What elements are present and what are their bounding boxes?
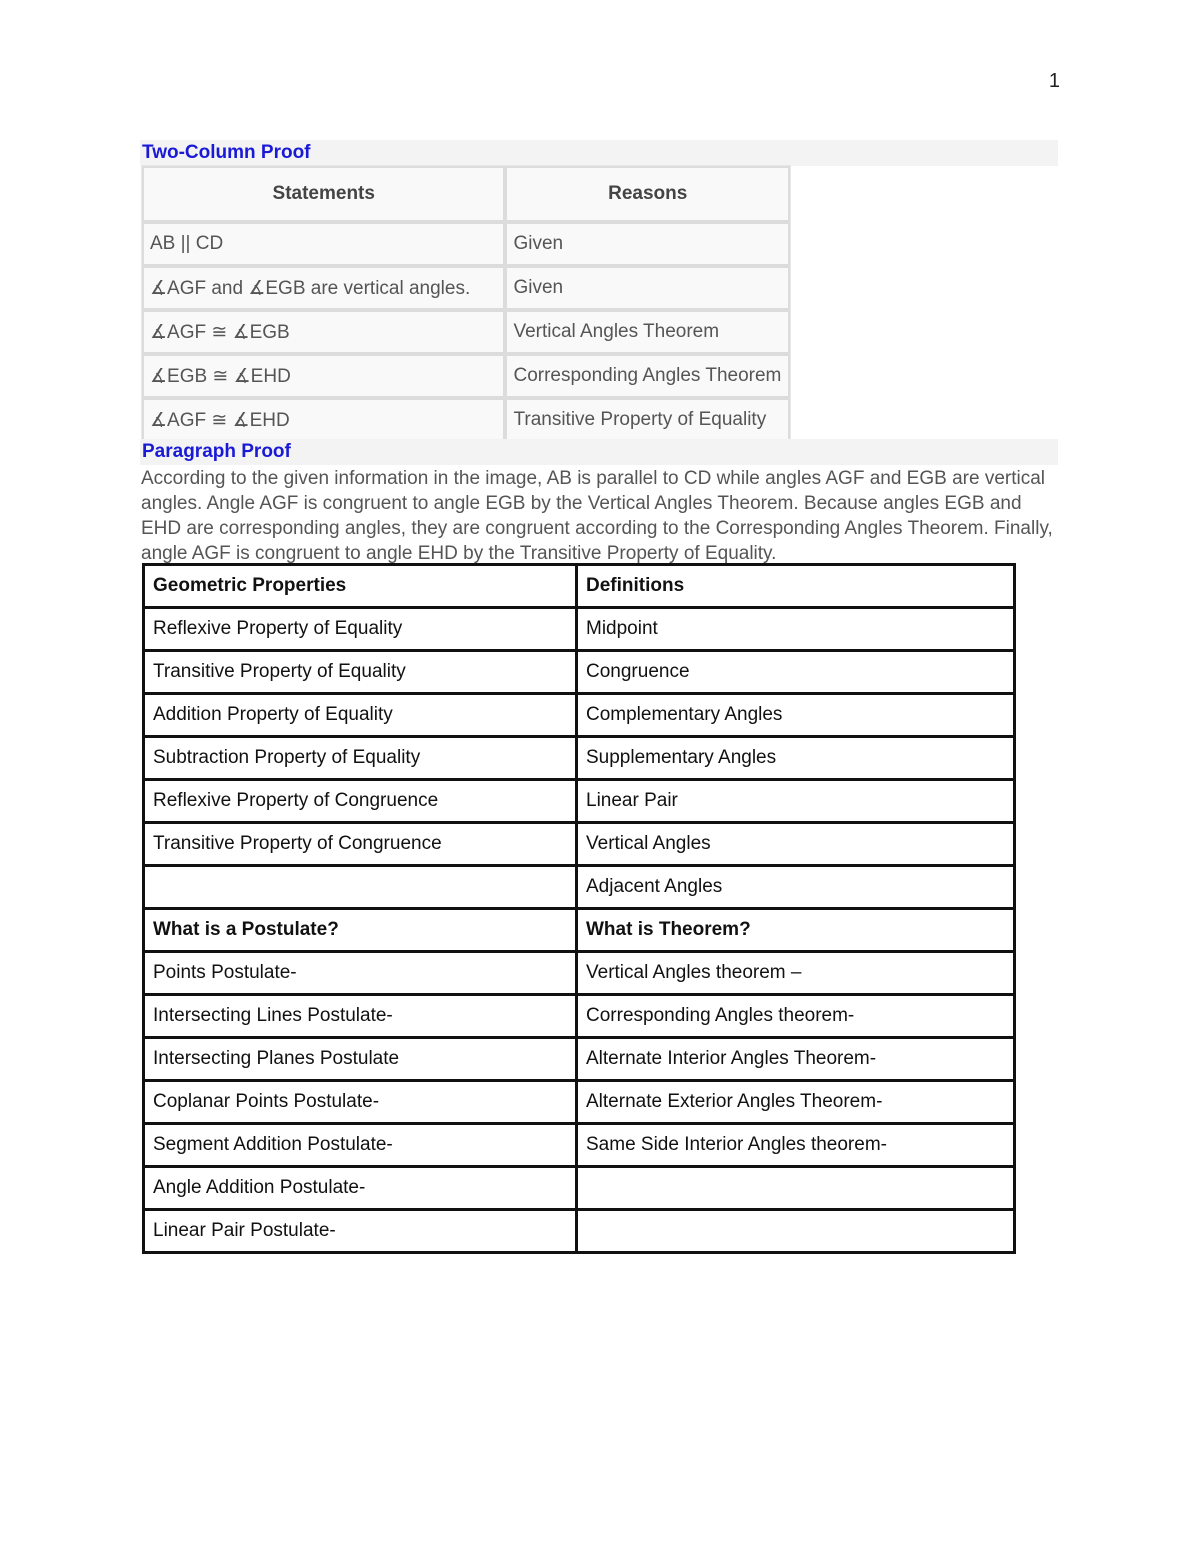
proof-reason: Given <box>505 266 790 310</box>
property-cell: Reflexive Property of Equality <box>144 608 577 651</box>
table-row <box>144 780 1015 823</box>
property-cell: Addition Property of Equality <box>144 694 577 737</box>
reasons-header: Reasons <box>505 166 790 222</box>
definition-cell: Same Side Interior Angles theorem- <box>577 1124 1015 1167</box>
property-cell: Transitive Property of Equality <box>144 651 577 694</box>
table-row <box>144 866 1015 909</box>
table-header-row <box>144 565 1015 608</box>
proof-statement: AB || CD <box>142 222 505 266</box>
property-cell: Points Postulate- <box>144 952 577 995</box>
table-row <box>144 952 1015 995</box>
table-row <box>144 651 1015 694</box>
definition-cell: Vertical Angles theorem – <box>577 952 1015 995</box>
property-cell: Coplanar Points Postulate- <box>144 1081 577 1124</box>
table-row <box>144 1081 1015 1124</box>
proof-row <box>142 266 790 310</box>
definition-cell: Supplementary Angles <box>577 737 1015 780</box>
table-row <box>144 737 1015 780</box>
proof-reason: Transitive Property of Equality <box>505 398 790 442</box>
definition-cell <box>577 1167 1015 1210</box>
property-cell: Linear Pair Postulate- <box>144 1210 577 1253</box>
property-cell: Reflexive Property of Congruence <box>144 780 577 823</box>
two-column-proof-table <box>141 165 791 443</box>
proof-row <box>142 222 790 266</box>
proof-row <box>142 354 790 398</box>
proof-row <box>142 398 790 442</box>
definition-cell: Linear Pair <box>577 780 1015 823</box>
definition-cell: Complementary Angles <box>577 694 1015 737</box>
proof-header-row <box>142 166 790 222</box>
definition-cell: What is Theorem? <box>577 909 1015 952</box>
property-cell: Segment Addition Postulate- <box>144 1124 577 1167</box>
proof-reason: Given <box>505 222 790 266</box>
definition-cell: Alternate Exterior Angles Theorem- <box>577 1081 1015 1124</box>
table-row <box>144 1038 1015 1081</box>
definition-cell: Adjacent Angles <box>577 866 1015 909</box>
table-row <box>144 608 1015 651</box>
property-cell: Intersecting Lines Postulate- <box>144 995 577 1038</box>
property-cell: Geometric Properties <box>144 565 577 608</box>
table-row <box>144 694 1015 737</box>
table-row <box>144 1167 1015 1210</box>
definition-cell <box>577 1210 1015 1253</box>
geometric-properties-table <box>142 563 1016 1254</box>
paragraph-proof-heading: Paragraph Proof <box>140 439 1058 465</box>
proof-statement: ∡EGB ≅ ∡EHD <box>142 354 505 398</box>
property-cell <box>144 866 577 909</box>
statements-header: Statements <box>142 166 505 222</box>
proof-statement: ∡AGF ≅ ∡EGB <box>142 310 505 354</box>
table-row <box>144 995 1015 1038</box>
proof-reason: Vertical Angles Theorem <box>505 310 790 354</box>
property-cell: Subtraction Property of Equality <box>144 737 577 780</box>
property-cell: What is a Postulate? <box>144 909 577 952</box>
table-header-row <box>144 909 1015 952</box>
proof-row <box>142 310 790 354</box>
proof-statement: ∡AGF and ∡EGB are vertical angles. <box>142 266 505 310</box>
property-cell: Angle Addition Postulate- <box>144 1167 577 1210</box>
definition-cell: Definitions <box>577 565 1015 608</box>
table-row <box>144 823 1015 866</box>
property-cell: Transitive Property of Congruence <box>144 823 577 866</box>
proof-reason: Corresponding Angles Theorem <box>505 354 790 398</box>
paragraph-proof-text: According to the given information in the image, AB is parallel to CD while angles AGF and EGB are vertical angles. Angle AGF is congruent to angle EGB by the Vertical Angles Theorem. Because angles EGB and EHD are corresponding angles, they are congruent according to the Corresponding Angles Theorem. Finally, angle AGF is congruent to angle EHD by the Transitive Property of Equality. <box>141 468 1053 564</box>
property-cell: Intersecting Planes Postulate <box>144 1038 577 1081</box>
table-row <box>144 1124 1015 1167</box>
definition-cell: Corresponding Angles theorem- <box>577 995 1015 1038</box>
two-column-proof-heading: Two-Column Proof <box>140 140 1058 166</box>
page-number: 1 <box>1048 70 1060 92</box>
proof-statement: ∡AGF ≅ ∡EHD <box>142 398 505 442</box>
definition-cell: Alternate Interior Angles Theorem- <box>577 1038 1015 1081</box>
definition-cell: Vertical Angles <box>577 823 1015 866</box>
table-row <box>144 1210 1015 1253</box>
definition-cell: Midpoint <box>577 608 1015 651</box>
definition-cell: Congruence <box>577 651 1015 694</box>
